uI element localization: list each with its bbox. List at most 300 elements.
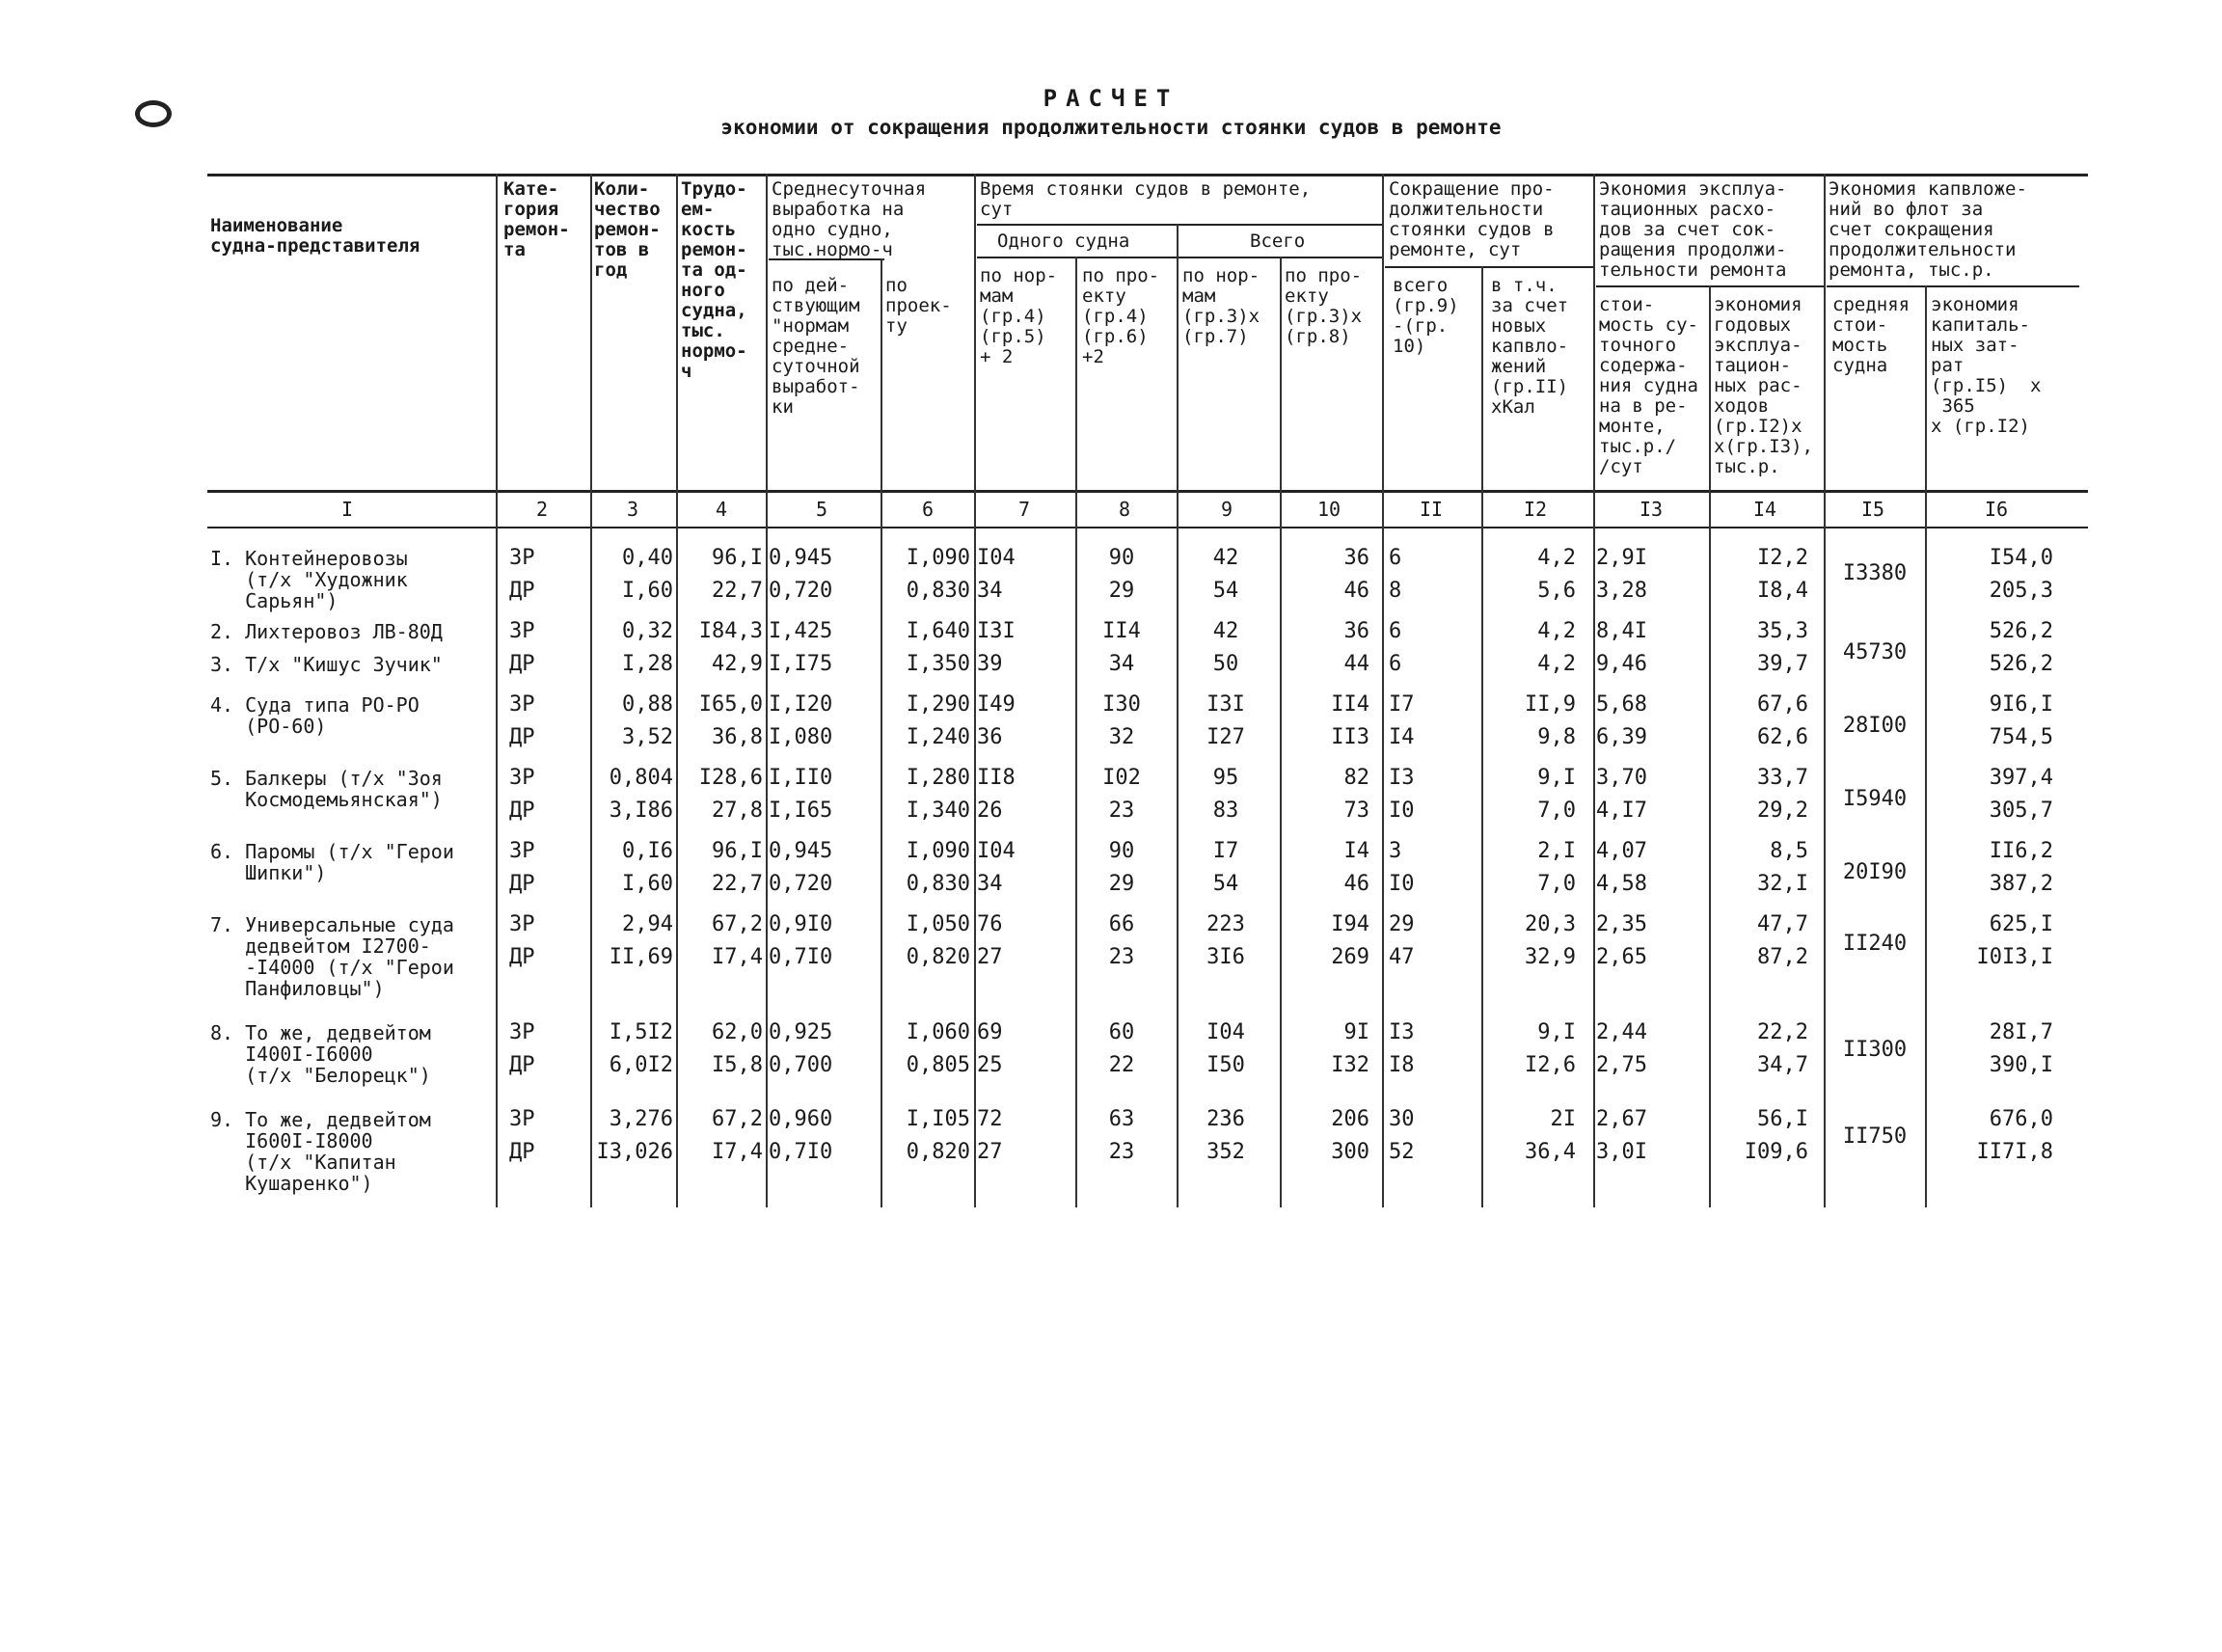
table-cell: 9,46 — [1596, 652, 1647, 676]
table-cell: I,425 — [769, 619, 833, 643]
table-cell: 526,2 — [1989, 652, 2053, 676]
table-cell: I,050 — [906, 912, 970, 936]
table-cell: I2,6 — [1525, 1053, 1576, 1077]
ship-name: 6. Паромы (т/х "Герои Шипки") — [210, 840, 454, 884]
table-cell: 352 — [1206, 1140, 1245, 1164]
table-cell: I,I20 — [769, 692, 833, 717]
table-cell: 22,2 — [1757, 1020, 1808, 1044]
table-cell: 25 — [977, 1053, 1003, 1077]
table-cell: ДР — [509, 1140, 535, 1164]
header-col-6: по проек- ту — [885, 275, 952, 337]
table-cell: I94 — [1331, 912, 1369, 936]
table-cell: 0,945 — [769, 839, 833, 863]
table-cell: 28I,7 — [1989, 1020, 2053, 1044]
table-cell: 36,4 — [1525, 1140, 1576, 1164]
table-cell: 39 — [977, 652, 1003, 676]
table-cell: 4,2 — [1537, 619, 1576, 643]
column-number: I6 — [1984, 498, 2009, 521]
table-cell: 29,2 — [1757, 799, 1808, 823]
column-number: 4 — [715, 498, 728, 521]
table-cell: II3 — [1331, 725, 1369, 749]
header-col-14: экономия годовых эксплуа- тацион- ных рас- ходов (гр.I2)х х(гр.I3), тыс.р. — [1714, 294, 1813, 477]
document-title: РАСЧЕТ — [1043, 85, 1179, 112]
header-group-11-12: Сокращение про- должительности стоянки судов в ремонте, сут — [1389, 178, 1555, 260]
ship-cost-cell: 28I00 — [1842, 714, 1908, 738]
table-cell: 0,I6 — [622, 839, 673, 863]
table-cell: I,5I2 — [609, 1020, 673, 1044]
table-cell: 8,5 — [1770, 839, 1808, 863]
table-cell: 46 — [1343, 872, 1369, 896]
table-cell: 0,9I0 — [769, 912, 833, 936]
table-cell: 36 — [1343, 546, 1369, 570]
table-cell: 73 — [1343, 799, 1369, 823]
table-cell: 9,I — [1537, 1020, 1576, 1044]
table-cell: 34,7 — [1757, 1053, 1808, 1077]
table-cell: 96,I — [712, 546, 763, 570]
table-top-rule — [207, 174, 2088, 176]
table-cell: I,350 — [906, 652, 970, 676]
table-cell: 754,5 — [1989, 725, 2053, 749]
table-cell: 269 — [1331, 945, 1369, 969]
table-cell: I,090 — [906, 839, 970, 863]
col-divider — [1709, 285, 1711, 1207]
table-cell: 23 — [1108, 1140, 1135, 1164]
numbers-bottom-rule — [207, 527, 2088, 528]
table-cell: 0,960 — [769, 1107, 833, 1131]
table-cell: 60 — [1108, 1020, 1135, 1044]
table-cell: 2,94 — [622, 912, 673, 936]
header-col-16: экономия капиталь- ных зат- рат (гр.I5) х 365 х (гр.I2) — [1931, 294, 2042, 437]
table-cell: I8 — [1389, 1053, 1415, 1077]
table-cell: 0,700 — [769, 1053, 833, 1077]
col-divider — [1593, 174, 1595, 1207]
column-number: 3 — [626, 498, 639, 521]
table-cell: 90 — [1108, 546, 1135, 570]
header-col-7: по нор- мам (гр.4) (гр.5) + 2 — [980, 265, 1058, 367]
header-col-1: Наименование судна-представителя — [210, 215, 420, 257]
header-col-15: средняя стои- мость судна — [1832, 294, 1910, 376]
ship-name: 9. То же, дедвейтом I600I-I8000 (т/х "Капитан Кушаренко") — [210, 1108, 431, 1195]
table-cell: 5,68 — [1596, 692, 1647, 717]
table-cell: I3I — [1206, 692, 1245, 717]
table-cell: 23 — [1108, 799, 1135, 823]
table-cell: I3I — [977, 619, 1016, 643]
table-cell: I,I75 — [769, 652, 833, 676]
table-cell: I3,026 — [596, 1140, 673, 1164]
table-cell: ЗР — [509, 912, 535, 936]
table-cell: 36,8 — [712, 725, 763, 749]
table-cell: 95 — [1212, 766, 1239, 790]
table-cell: I,I65 — [769, 799, 833, 823]
table-cell: 67,2 — [712, 1107, 763, 1131]
table-cell: 526,2 — [1989, 619, 2053, 643]
ship-name: 3. Т/х "Кишус Зучик" — [210, 653, 443, 676]
table-cell: 29 — [1389, 912, 1415, 936]
table-cell: 42 — [1212, 619, 1239, 643]
table-cell: II6,2 — [1989, 839, 2053, 863]
table-cell: 6 — [1389, 652, 1402, 676]
table-cell: I,340 — [906, 799, 970, 823]
header-group-13-14: Экономия эксплуа- тационных расхо- дов за счет сок- ращения продолжи- тельности ремонта — [1599, 178, 1787, 281]
table-cell: I3 — [1389, 766, 1415, 790]
table-cell: 27 — [977, 945, 1003, 969]
table-cell: 3I6 — [1206, 945, 1245, 969]
table-cell: 54 — [1212, 872, 1239, 896]
table-cell: ЗР — [509, 619, 535, 643]
table-cell: I7 — [1212, 839, 1239, 863]
table-cell: I7 — [1389, 692, 1415, 717]
table-cell: I5,8 — [712, 1053, 763, 1077]
table-cell: 76 — [977, 912, 1003, 936]
table-cell: 44 — [1343, 652, 1369, 676]
table-cell: 0,804 — [609, 766, 673, 790]
table-cell: 34 — [1108, 652, 1135, 676]
col-divider — [676, 174, 678, 1207]
table-cell: 30 — [1389, 1107, 1415, 1131]
table-cell: 3 — [1389, 839, 1402, 863]
table-cell: 34 — [977, 579, 1003, 603]
header-col-10: по про- екту (гр.3)х (гр.8) — [1285, 265, 1363, 347]
table-cell: 67,2 — [712, 912, 763, 936]
table-cell: I04 — [977, 839, 1016, 863]
table-cell: 4,2 — [1537, 652, 1576, 676]
table-cell: 0,40 — [622, 546, 673, 570]
table-cell: 62,6 — [1757, 725, 1808, 749]
column-number: I5 — [1860, 498, 1885, 521]
table-cell: 390,I — [1989, 1053, 2053, 1077]
table-cell: ДР — [509, 799, 535, 823]
table-cell: I,060 — [906, 1020, 970, 1044]
ship-name: 5. Балкеры (т/х "Зоя Космодемьянская") — [210, 767, 443, 811]
table-cell: 87,2 — [1757, 945, 1808, 969]
column-number: 7 — [1017, 498, 1031, 521]
table-cell: I0I3,I — [1976, 945, 2053, 969]
table-cell: I4 — [1343, 839, 1369, 863]
table-cell: 26 — [977, 799, 1003, 823]
sub-rule-7-10 — [977, 224, 1382, 226]
table-cell: 34 — [977, 872, 1003, 896]
column-number: 8 — [1118, 498, 1131, 521]
table-cell: 22 — [1108, 1053, 1135, 1077]
header-bottom-rule — [207, 490, 2088, 493]
table-cell: II,69 — [609, 945, 673, 969]
col-divider — [766, 174, 768, 1207]
table-cell: I04 — [1206, 1020, 1245, 1044]
table-cell: 0,7I0 — [769, 945, 833, 969]
table-cell: ЗР — [509, 1107, 535, 1131]
table-cell: 2,I — [1537, 839, 1576, 863]
table-cell: I50 — [1206, 1053, 1245, 1077]
table-cell: 27,8 — [712, 799, 763, 823]
table-cell: I,60 — [622, 579, 673, 603]
table-cell: 32 — [1108, 725, 1135, 749]
table-cell: 62,0 — [712, 1020, 763, 1044]
ship-cost-cell: II240 — [1842, 932, 1908, 956]
table-cell: 2,65 — [1596, 945, 1647, 969]
table-cell: 625,I — [1989, 912, 2053, 936]
sub-rule-7-10b — [977, 257, 1382, 258]
table-cell: 5,6 — [1537, 579, 1576, 603]
table-cell: 2,44 — [1596, 1020, 1647, 1044]
table-cell: ДР — [509, 872, 535, 896]
header-col-5: по дей- ствующим "нормам средне- суточной выработ- ки — [772, 275, 860, 418]
header-col-13: стои- мость су- точного содержа- ния судна на в ре- монте, тыс.р./ /сут — [1599, 294, 1698, 477]
table-cell: I,28 — [622, 652, 673, 676]
header-group-5-6: Среднесуточная выработка на одно судно, тыс.нормо-ч — [772, 178, 927, 260]
table-cell: 82 — [1343, 766, 1369, 790]
col-divider — [1824, 174, 1826, 1207]
table-cell: 6 — [1389, 619, 1402, 643]
table-cell: 387,2 — [1989, 872, 2053, 896]
table-cell: 2,67 — [1596, 1107, 1647, 1131]
table-cell: 27 — [977, 1140, 1003, 1164]
col-divider — [496, 174, 498, 1207]
header-col-12: в т.ч. за счет новых капвло- жений (гр.II) хКал — [1491, 275, 1569, 418]
table-cell: 52 — [1389, 1140, 1415, 1164]
table-cell: 0,720 — [769, 579, 833, 603]
table-cell: II4 — [1331, 692, 1369, 717]
table-cell: 72 — [977, 1107, 1003, 1131]
table-cell: I49 — [977, 692, 1016, 717]
header-group-15-16: Экономия капвложе- ний во флот за счет сокращения продолжительности ремонта, тыс.р. — [1829, 178, 2027, 281]
sub-rule-11-12 — [1385, 266, 1593, 268]
table-cell: 0,805 — [906, 1053, 970, 1077]
sub-rule-15-16 — [1827, 285, 2079, 287]
table-cell: II4 — [1102, 619, 1141, 643]
ship-name: 4. Суда типа РО-РО (РО-60) — [210, 693, 420, 738]
table-cell: 6,39 — [1596, 725, 1647, 749]
table-cell: 63 — [1108, 1107, 1135, 1131]
table-cell: I4 — [1389, 725, 1415, 749]
column-number: I — [340, 498, 354, 521]
ship-cost-cell: I3380 — [1842, 561, 1908, 585]
table-cell: 20,3 — [1525, 912, 1576, 936]
col-divider — [881, 258, 882, 1207]
table-cell: 90 — [1108, 839, 1135, 863]
col-divider — [1481, 266, 1483, 1207]
table-cell: 22,7 — [712, 579, 763, 603]
table-cell: 206 — [1331, 1107, 1369, 1131]
table-cell: I,290 — [906, 692, 970, 717]
table-cell: ДР — [509, 1053, 535, 1077]
table-cell: 3,28 — [1596, 579, 1647, 603]
col-divider — [1280, 257, 1282, 1207]
table-cell: I0 — [1389, 872, 1415, 896]
table-cell: I,640 — [906, 619, 970, 643]
table-cell: I04 — [977, 546, 1016, 570]
ship-cost-cell: 20I90 — [1842, 860, 1908, 884]
table-cell: 54 — [1212, 579, 1239, 603]
table-cell: I02 — [1102, 766, 1141, 790]
table-cell: 3,0I — [1596, 1140, 1647, 1164]
ship-name: 7. Универсальные суда дедвейтом I2700- -I4000 (т/х "Герои Панфиловцы") — [210, 913, 454, 1000]
table-cell: I7,4 — [712, 1140, 763, 1164]
table-cell: 96,I — [712, 839, 763, 863]
header-col-9: по нор- мам (гр.3)х (гр.7) — [1182, 265, 1260, 347]
table-cell: I3 — [1389, 1020, 1415, 1044]
col-divider — [1177, 224, 1179, 1207]
table-cell: 9,8 — [1537, 725, 1576, 749]
table-cell: 205,3 — [1989, 579, 2053, 603]
table-cell: I27 — [1206, 725, 1245, 749]
document-subtitle: экономии от сокращения продолжительности стоянки судов в ремонте — [720, 116, 1502, 139]
column-number: I3 — [1639, 498, 1664, 521]
table-cell: I28,6 — [698, 766, 763, 790]
column-number: I4 — [1752, 498, 1777, 521]
table-cell: 0,830 — [906, 872, 970, 896]
table-cell: 2,35 — [1596, 912, 1647, 936]
ship-cost-cell: I5940 — [1842, 787, 1908, 811]
table-cell: 2,75 — [1596, 1053, 1647, 1077]
column-number: 6 — [921, 498, 935, 521]
header-col-8: по про- екту (гр.4) (гр.6) +2 — [1082, 265, 1160, 367]
table-cell: 0,945 — [769, 546, 833, 570]
table-cell: II,9 — [1525, 692, 1576, 717]
table-cell: I84,3 — [698, 619, 763, 643]
table-cell: 9I6,I — [1989, 692, 2053, 717]
table-cell: 33,7 — [1757, 766, 1808, 790]
table-cell: 3,52 — [622, 725, 673, 749]
table-cell: I,240 — [906, 725, 970, 749]
table-cell: 397,4 — [1989, 766, 2053, 790]
table-cell: I,080 — [769, 725, 833, 749]
table-cell: I65,0 — [698, 692, 763, 717]
ship-cost-cell: II300 — [1842, 1038, 1908, 1062]
table-cell: 0,88 — [622, 692, 673, 717]
table-cell: 7,0 — [1537, 872, 1576, 896]
table-cell: 9,I — [1537, 766, 1576, 790]
table-cell: I8,4 — [1757, 579, 1808, 603]
table-cell: I09,6 — [1744, 1140, 1808, 1164]
table-cell: 9I — [1343, 1020, 1369, 1044]
header-sub-total: Всего — [1250, 230, 1306, 252]
table-cell: I2,2 — [1757, 546, 1808, 570]
table-cell: ЗР — [509, 1020, 535, 1044]
table-cell: 83 — [1212, 799, 1239, 823]
table-cell: I0 — [1389, 799, 1415, 823]
table-cell: 36 — [977, 725, 1003, 749]
table-cell: 0,7I0 — [769, 1140, 833, 1164]
table-cell: ДР — [509, 725, 535, 749]
table-cell: 3,276 — [609, 1107, 673, 1131]
table-cell: 42,9 — [712, 652, 763, 676]
table-cell: 50 — [1212, 652, 1239, 676]
column-number: 10 — [1316, 498, 1341, 521]
table-cell: 42 — [1212, 546, 1239, 570]
table-cell: 32,9 — [1525, 945, 1576, 969]
table-cell: ЗР — [509, 546, 535, 570]
column-number: 2 — [535, 498, 549, 521]
ship-cost-cell: 45730 — [1842, 640, 1908, 664]
table-cell: 69 — [977, 1020, 1003, 1044]
table-cell: I,280 — [906, 766, 970, 790]
table-cell: 0,830 — [906, 579, 970, 603]
table-cell: 47 — [1389, 945, 1415, 969]
header-col-4: Трудо- ем- кость ремон- та од- ного судна, тыс. нормо- ч — [681, 178, 747, 382]
table-cell: ЗР — [509, 839, 535, 863]
table-cell: 4,07 — [1596, 839, 1647, 863]
table-cell: 56,I — [1757, 1107, 1808, 1131]
table-cell: 676,0 — [1989, 1107, 2053, 1131]
table-cell: ДР — [509, 652, 535, 676]
column-number: I2 — [1523, 498, 1548, 521]
table-cell: 3,I86 — [609, 799, 673, 823]
header-sub-one-ship: Одного судна — [997, 230, 1130, 252]
header-col-3: Коли- чество ремон- тов в год — [594, 178, 661, 281]
table-cell: 36 — [1343, 619, 1369, 643]
table-cell: 300 — [1331, 1140, 1369, 1164]
table-cell: ДР — [509, 579, 535, 603]
table-cell: I32 — [1331, 1053, 1369, 1077]
table-cell: 236 — [1206, 1107, 1245, 1131]
table-cell: I,60 — [622, 872, 673, 896]
table-cell: 22,7 — [712, 872, 763, 896]
table-cell: ЗР — [509, 692, 535, 717]
table-cell: 3,70 — [1596, 766, 1647, 790]
table-cell: 29 — [1108, 872, 1135, 896]
ship-name: I. Контейнеровозы (т/х "Художник Сарьян") — [210, 547, 408, 612]
table-cell: ЗР — [509, 766, 535, 790]
table-cell: I,090 — [906, 546, 970, 570]
table-cell: 0,720 — [769, 872, 833, 896]
table-cell: 23 — [1108, 945, 1135, 969]
col-divider — [1382, 174, 1384, 1207]
table-cell: 305,7 — [1989, 799, 2053, 823]
table-cell: 7,0 — [1537, 799, 1576, 823]
col-divider — [1075, 257, 1077, 1207]
col-divider — [974, 174, 976, 1207]
table-cell: 6 — [1389, 546, 1402, 570]
table-cell: I,II0 — [769, 766, 833, 790]
col-divider — [1925, 285, 1927, 1207]
header-col-11: всего (гр.9) -(гр. 10) — [1393, 275, 1459, 357]
table-cell: I,I05 — [906, 1107, 970, 1131]
table-cell: 35,3 — [1757, 619, 1808, 643]
table-cell: 29 — [1108, 579, 1135, 603]
table-cell: 4,58 — [1596, 872, 1647, 896]
table-cell: I54,0 — [1989, 546, 2053, 570]
table-cell: 46 — [1343, 579, 1369, 603]
table-cell: 39,7 — [1757, 652, 1808, 676]
header-col-2: Кате- гория ремон- та — [503, 178, 570, 260]
ship-name: 8. То же, дедвейтом I400I-I6000 (т/х "Белорецк") — [210, 1021, 431, 1087]
column-number: 9 — [1220, 498, 1233, 521]
table-cell: I7,4 — [712, 945, 763, 969]
table-cell: I30 — [1102, 692, 1141, 717]
table-cell: 0,925 — [769, 1020, 833, 1044]
table-cell: 66 — [1108, 912, 1135, 936]
table-cell: 223 — [1206, 912, 1245, 936]
table-cell: 0,820 — [906, 945, 970, 969]
table-cell: ДР — [509, 945, 535, 969]
table-cell: 0,32 — [622, 619, 673, 643]
table-cell: 47,7 — [1757, 912, 1808, 936]
table-cell: II8 — [977, 766, 1016, 790]
table-cell: II7I,8 — [1976, 1140, 2053, 1164]
table-cell: 2,9I — [1596, 546, 1647, 570]
table-cell: 4,I7 — [1596, 799, 1647, 823]
table-cell: 8 — [1389, 579, 1402, 603]
table-cell: 0,820 — [906, 1140, 970, 1164]
table-cell: 4,2 — [1537, 546, 1576, 570]
column-number: 5 — [815, 498, 828, 521]
header-group-7-10: Время стоянки судов в ремонте, сут — [980, 178, 1312, 220]
column-number: II — [1419, 498, 1444, 521]
table-cell: 32,I — [1757, 872, 1808, 896]
table-cell: 6,0I2 — [609, 1053, 673, 1077]
table-cell: 2I — [1550, 1107, 1576, 1131]
table-cell: 8,4I — [1596, 619, 1647, 643]
